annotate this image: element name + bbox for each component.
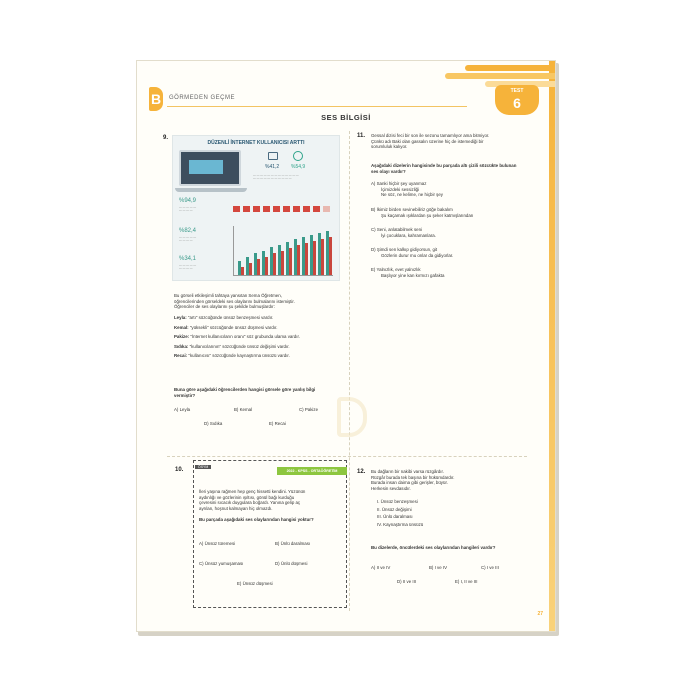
q10-question: Bu parçada aşağıdaki ses olaylarından hangisi yoktur?	[199, 517, 314, 522]
infographic-bar	[249, 263, 252, 275]
q12-option-b[interactable]: B) I ve IV	[429, 565, 448, 570]
q10-number: 10.	[175, 467, 184, 473]
q11-intro: Gessal dizisi feci bir son ile sezonu tamamlıyor ama bitmiyor. Çünkü adı Baki olan gassalın üzerine hiç de istemediği bir sorumluluk kalıyor.	[371, 133, 490, 150]
house-icon	[233, 206, 240, 212]
q9-question: Buna göre aşağıdaki öğrencilerden hangisi görsele göre yanlış bilgi vermiştir?	[174, 387, 316, 398]
answer-pakize: Pakize: "İnternet kullanıcıların oranı" söz grubunda ulama vardır.	[174, 334, 300, 340]
pct-2: %82,4	[179, 228, 197, 234]
workbook-page	[136, 60, 556, 632]
q12-option-a[interactable]: A) II ve IV	[371, 565, 391, 570]
infographic-bar	[305, 243, 308, 275]
infographic-bar	[321, 239, 324, 275]
pct-3-note: — — — — — — — — —	[179, 263, 197, 271]
infographic-bar	[313, 241, 316, 275]
q11-option-e[interactable]: E) Yalnızlık, evet yalnızlık Başlıyor yine kan kırmızı gafakta	[371, 267, 445, 278]
q12-option-c[interactable]: C) I ve III	[481, 565, 499, 570]
q11-option-c[interactable]: C) Seni, anlatabilmek seni İyi çocuklara, kahramanlara.	[371, 227, 436, 238]
house-icon	[253, 206, 260, 212]
brand-name: GÖRMEDEN GEÇME	[169, 95, 236, 101]
q9-infographic	[172, 135, 340, 281]
laptop-base	[175, 188, 247, 192]
infographic-bar	[273, 253, 276, 275]
kpss-tag: 2022 - KPSS - ORTAÖĞRETİM	[277, 467, 347, 475]
q10-intro: İleri yaşına rağmen hep genç hissetti kendini. Yüzünün aydınlığı ve gözlerinin ışıltısı, gönül bağı kurduğu çevresini sıcacık duygulara boğardı. Yanına gelip aç ayrılan, hoşnut kalmayan hiç olmazdı.	[199, 489, 306, 511]
house-icon	[273, 206, 280, 212]
row-divider	[167, 456, 527, 457]
globe-icon	[293, 151, 303, 161]
test-label: TEST	[510, 88, 524, 94]
house-icon	[243, 206, 250, 212]
q10-option-c[interactable]: C) Ünsüz yumuşaması	[199, 561, 244, 566]
q9-option-e[interactable]: E) Recai	[269, 421, 286, 426]
house-icon	[283, 206, 290, 212]
infographic-bar	[329, 237, 332, 275]
q12-question: Bu dizelerde, öncülerdeki ses olaylarından hangileri vardır?	[371, 545, 496, 550]
q11-option-b[interactable]: B) İkimiz birden sevinebiliriz göğe bakalım Şu kaçamak ışıklardan şu şeker katmışlarından	[371, 207, 474, 218]
q12-list: I. Ünsüz benzeşmesi II. Ünsüz değişimi III. Ünlü daralması IV. Kaynaştırma ünsüzü	[377, 499, 424, 527]
q12-option-d[interactable]: D) II ve III	[397, 579, 417, 584]
q9-option-a[interactable]: A) Leyla	[174, 407, 191, 412]
answer-sidika: Sıdıka: "kullanıcılarının" sözcüğünde ünsüz değişimi vardır.	[174, 343, 290, 349]
monitor-icon	[268, 152, 278, 160]
q9-intro: Bu görseli etkileşimli tahtaya yansıtan Sema Öğretmen, öğrencilerinden görseldeki ses olaylarını bulmalarını istemiştir. Öğrenciler de ses olaylarını şu şekilde bulmuşlardır:	[174, 293, 295, 310]
infographic-bar	[289, 248, 292, 275]
infographic-bar	[281, 251, 284, 275]
q9-option-d[interactable]: D) Sıdıka	[204, 421, 223, 426]
column-divider	[349, 131, 350, 611]
page-number: 27	[537, 611, 543, 617]
infographic-bar-chart	[233, 226, 333, 276]
pct-3: %34,1	[179, 256, 197, 262]
osym-tag: ÖSYM	[195, 465, 211, 469]
q11-question: Aşağıdaki dizelerin hangisinde bu parçada altı çizili sözcükte bulunan ses olayı vardır?	[371, 163, 517, 174]
q12-option-e[interactable]: E) I, II ve III	[455, 579, 478, 584]
brand-logo: B	[149, 87, 163, 111]
q12-poem: Bu dağların bir nakibi varsa rüzgârdır. Rüzgâr burada tek başına bir hükümdardır. Burada insan daima gibi gerişler, büyür. Herkesin sevdasıdır.	[371, 469, 455, 491]
answer-kemal: Kemal: "yüksekli" sözcüğünde ünsüz düşmesi vardır.	[174, 324, 278, 330]
q11-number: 11.	[357, 133, 366, 139]
house-icon	[323, 206, 330, 212]
test-number: 6	[513, 95, 521, 111]
answer-leyla: Leyla: "artı" sözcüğünde ünsüz benzeşmesi vardır.	[174, 315, 274, 320]
house-icon	[293, 206, 300, 212]
house-icon	[303, 206, 310, 212]
pct-1: %94,9	[179, 198, 197, 204]
q9-answers	[174, 315, 346, 359]
q10-option-a[interactable]: A) Ünsüz türemesi	[199, 541, 236, 546]
watermark-logo	[337, 397, 367, 437]
house-icon	[263, 206, 270, 212]
test-badge	[495, 85, 539, 115]
infographic-bar	[265, 257, 268, 275]
q9-option-c[interactable]: C) Pakize	[299, 407, 319, 412]
infographic-note: — — — — — — — — — — — — — — — — — — — — — — — —	[253, 173, 299, 181]
stat-b: %54,9	[291, 164, 306, 170]
infographic-bar	[257, 259, 260, 275]
q11-option-d[interactable]: D) Şimdi sen kalkıp gidiyorsun, git Gözlerin durur mu onlar da gidiyorlar.	[371, 247, 454, 258]
q9-number: 9.	[163, 135, 169, 141]
section-title: SES BİLGİSİ	[321, 113, 371, 122]
infographic-bar	[297, 245, 300, 275]
laptop-illustration	[179, 150, 241, 186]
infographic-title: DÜZENLİ İNTERNET KULLANICISI ARTTI	[207, 140, 305, 146]
house-icon	[313, 206, 320, 212]
answer-recai: Recai: "kullanıcısı" sözcüğünde kaynaştırma ünsüzü vardır.	[174, 353, 290, 359]
infographic-bar	[241, 267, 244, 275]
header-rule	[167, 106, 467, 107]
q9-option-b[interactable]: B) Kemal	[234, 407, 253, 412]
pct-2-note: — — — — — — — — —	[179, 235, 197, 243]
q12-number: 12.	[357, 469, 366, 475]
q10-option-e[interactable]: E) Ünsüz düşmesi	[237, 581, 273, 586]
stat-a: %41,2	[265, 164, 280, 170]
q10-option-d[interactable]: D) Ünlü düşmesi	[275, 561, 308, 566]
page-edge-stripe	[549, 61, 555, 631]
q10-option-b[interactable]: B) Ünlü daralması	[275, 541, 311, 546]
q11-option-a[interactable]: A) Sanki hiçbir şey uyanmaz İçimizdeki sessizliği Ne söz, ne kelime, ne hiçbir şey	[371, 181, 443, 198]
pct-1-note: — — — — — — — — —	[179, 205, 197, 213]
